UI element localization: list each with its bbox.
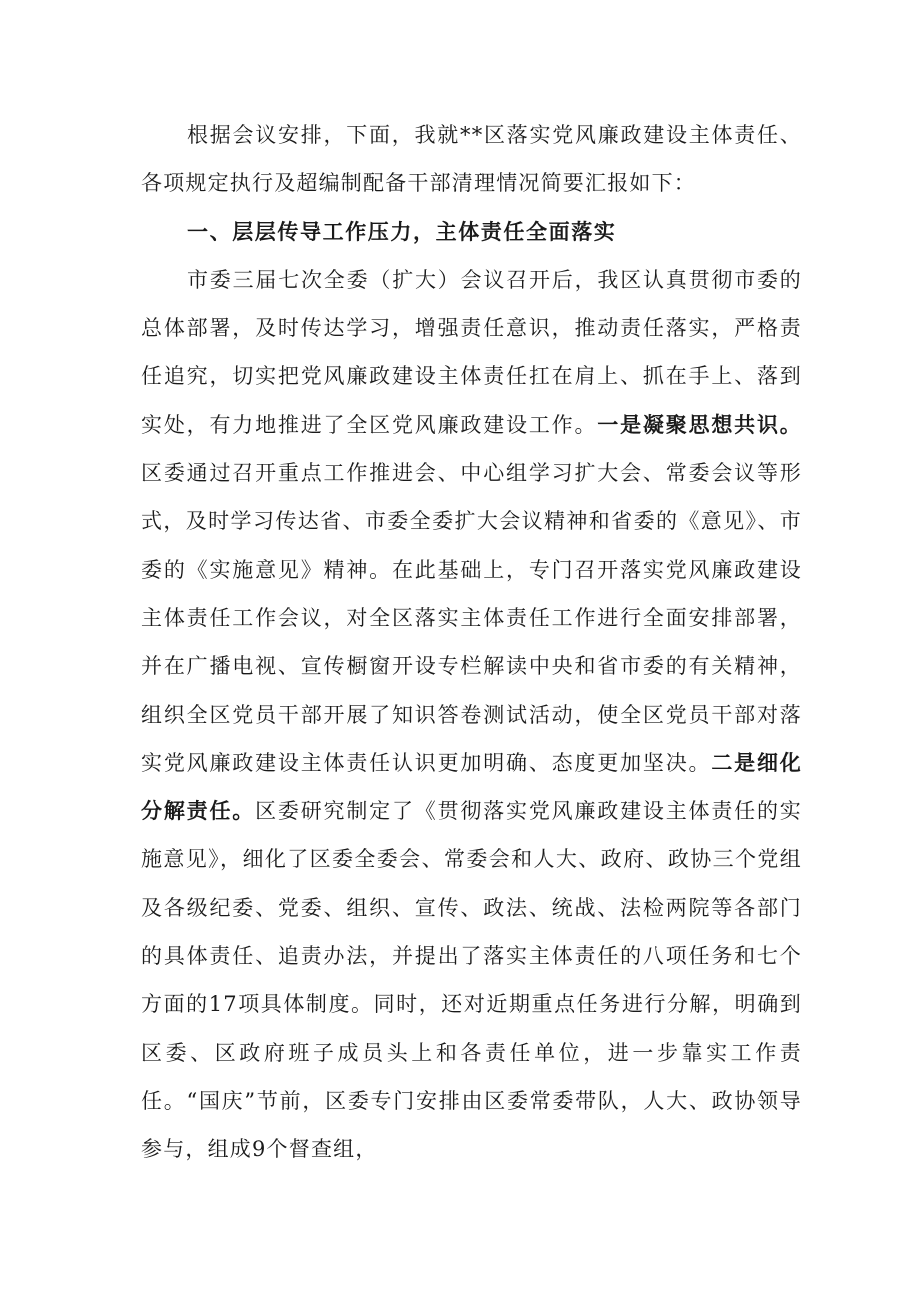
body-paragraph [141,256,802,1174]
bold-point-1: 一是凝聚思想共识。 [597,412,802,437]
body-text-3: 区委研究制定了《贯彻落实党风廉政建设主体责任的实施意见》，细化了区委全委会、常委会和人大、政府、政协三个党组及各级纪委、党委、组织、宣传、政法、统战、法检两院等各部门的具体责任、追责办法，并提出了落实主体责任的八项任务和七个方面的17项具体制度。同时，还对近期重点任务进行分解，明确到区委、区政府班子成员头上和各责任单位，进一步靠实工作责任。“国庆”节前，区委专门安排由区委常委带队，人大、政协领导参与，组成9个督查组， [141,799,802,1162]
body-text-1: 市委三届七次全委（扩大）会议召开后，我区认真贯彻市委的总体部署，及时传达学习，增强责任意识，推动责任落实，严格责任追究，切实把党风廉政建设主体责任扛在肩上、抓在手上、落到实处，有力地推进了全区党风廉政建设工作。 [141,267,802,437]
section-heading: 一、层层传导工作压力，主体责任全面落实 [187,219,617,244]
intro-paragraph: 根据会议安排，下面，我就**区落实党风廉政建设主体责任、各项规定执行及超编制配备干部清理情况简要汇报如下： [141,123,802,196]
bold-point-2: 二是细化分解责任。 [141,750,802,824]
body-text-2: 区委通过召开重点工作推进会、中心组学习扩大会、常委会议等形式，及时学习传达省、市委全委扩大会议精神和省委的《意见》、市委的《实施意见》精神。在此基础上，专门召开落实党风廉政建设主体责任工作会议，对全区落实主体责任工作进行全面安排部署，并在广播电视、宣传橱窗开设专栏解读中央和省市委的有关精神，组织全区党员干部开展了知识答卷测试活动，使全区党员干部对落实党风廉政建设主体责任认识更加明确、态度更加坚决。 [141,461,802,775]
